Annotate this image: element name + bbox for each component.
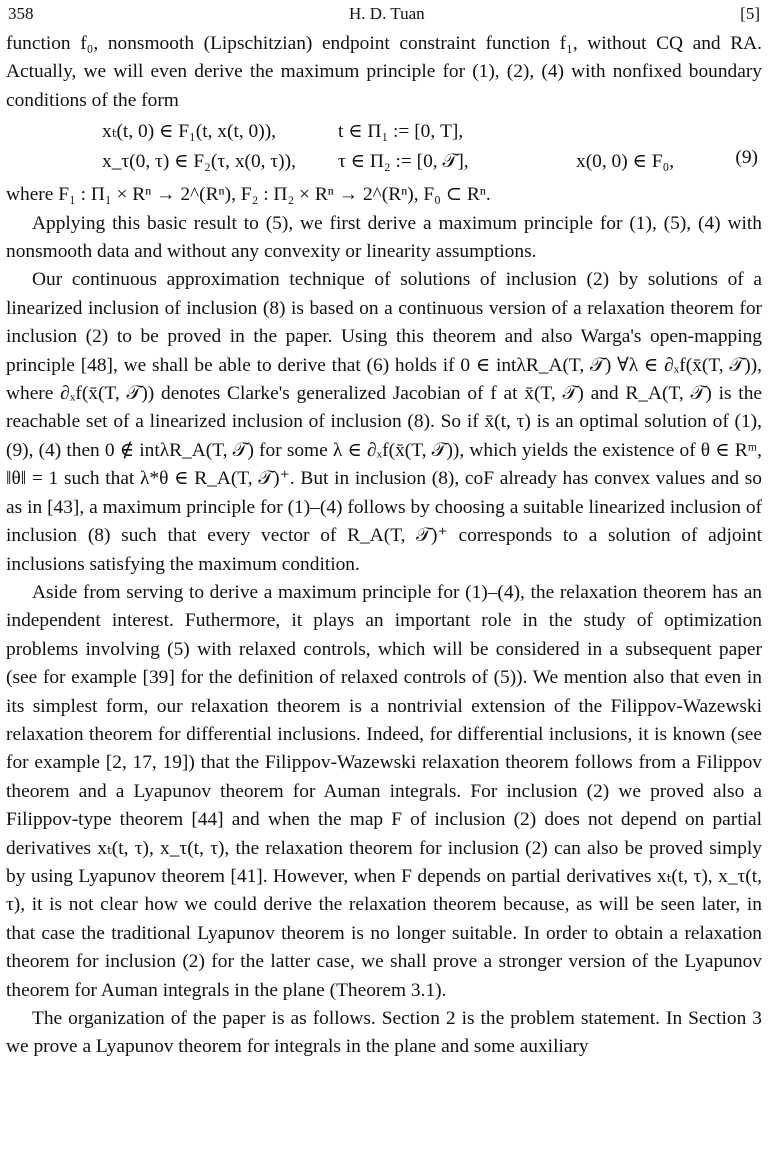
paragraph-intro: function f₀, nonsmooth (Lipschitzian) endpoint constraint function f₁, without CQ and RA. Actually, we will even derive the maximum principle for (1), (2), (4) with nonfixed boundary conditions of the form	[6, 33, 762, 111]
page-number: 358	[8, 4, 34, 23]
issue-number: [5]	[740, 4, 760, 23]
equation-number: (9)	[735, 147, 758, 169]
eq2-domain: τ ∈ Π₂ := [0, 𝒯],	[338, 151, 469, 173]
paragraph-organization: The organization of the paper is as follows. Section 2 is the problem statement. In Section 3 we prove a Lyapunov theorem for integrals in the plane and some auxiliary	[6, 1008, 762, 1058]
paragraph-aside: Aside from serving to derive a maximum principle for (1)–(4), the relaxation theorem has an independent interest. Futhermore, it plays an important role in the study of optimization problems involving (5) with relaxed controls, which will be considered in a subsequent paper (see for example [39] for the definition of relaxed controls of (5)). We mention also that even in its simplest form, our relaxation theorem is a nontrivial extension of the Filippov-Wazewski relaxation theorem for differential inclusions. Indeed, for differential inclusions, it is known (see for example [2, 17, 19]) that the Filippov-Wazewski relaxation theorem follows from a Filippov theorem and a Lyapunov theorem for Auman integrals. For inclusion (2) we proved also a Filippov-type theorem [44] and when the map F of inclusion (2) does not depend on partial derivatives xₜ(t, τ), x_τ(t, τ), the relaxation theorem for inclusion (2) can also be proved simply by using Lyapunov theorem [41]. However, when F depends on partial derivatives xₜ(t, τ), x_τ(t, τ), it is not clear how we could derive the relaxation theorem because, as will be seen later, in that case the traditional Lyapunov theorem is no longer suitable. In order to obtain a relaxation theorem for inclusion (2) for the latter case, we shall prove a stronger version of the Lyapunov theorem for Auman integrals in the plane (Theorem 3.1).	[6, 581, 762, 1001]
equation-9	[6, 117, 762, 177]
equation-line-2	[6, 147, 762, 177]
page	[6, 4, 762, 1062]
paragraph-applying: Applying this basic result to (5), we first derive a maximum principle for (1), (5), (4) with nonsmooth data and without any convexity or linearity assumptions.	[6, 212, 762, 263]
eq2-initial-condition: x(0, 0) ∈ F₀,	[576, 151, 675, 173]
equation-line-1	[6, 117, 762, 147]
running-header	[6, 4, 762, 30]
author-name: H. D. Tuan	[349, 4, 425, 23]
eq2-boundary-condition: x_τ(0, τ) ∈ F₂(τ, x(0, τ)),	[102, 151, 296, 173]
paragraph-where: where F₁ : Π₁ × Rⁿ → 2^(Rⁿ), F₂ : Π₂ × Rⁿ → 2^(Rⁿ), F₀ ⊂ Rⁿ.	[6, 184, 491, 206]
paragraph-technique: Our continuous approximation technique of solutions of inclusion (2) by solutions of a linearized inclusion of inclusion (8) is based on a continuous version of a relaxation theorem for inclusion (2) to be proved in the paper. Using this theorem and also Warga's open-mapping principle [48], we shall be able to derive that (6) holds if 0 ∈ intλR_A(T, 𝒯) ∀λ ∈ ∂ₓf(x̄(T, 𝒯)), where ∂ₓf(x̄(T, 𝒯)) denotes Clarke's generalized Jacobian of f at x̄(T, 𝒯) and R_A(T, 𝒯) is the reachable set of a linearized inclusion of inclusion (8). So if x̄(t, τ) is an optimal solution of (1), (9), (4) then 0 ∉ intλR_A(T, 𝒯) for some λ ∈ ∂ₓf(x̄(T, 𝒯)), which yields the existence of θ ∈ Rᵐ, ‖θ‖ = 1 such that λ*θ ∈ R_A(T, 𝒯)⁺. But in inclusion (8), coF already has convex values and so as in [43], a maximum principle for (1)–(4) follows by choosing a suitable linearized inclusion of inclusion (8) such that every vector of R_A(T, 𝒯)⁺ corresponds to a solution of adjoint inclusions satisfying the maximum condition.	[6, 269, 762, 575]
eq1-boundary-condition: xₜ(t, 0) ∈ F₁(t, x(t, 0)),	[102, 121, 276, 143]
body-text	[6, 30, 762, 1062]
eq1-domain: t ∈ Π₁ := [0, T],	[338, 121, 464, 143]
